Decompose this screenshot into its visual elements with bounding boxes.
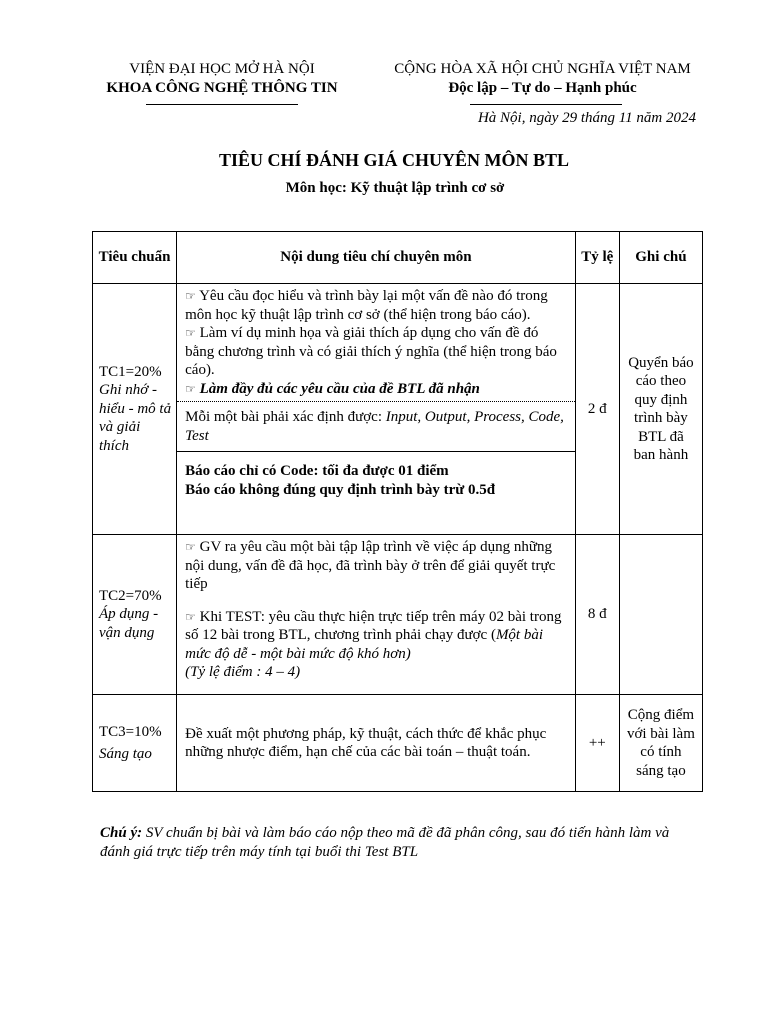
tc2-standard-cell	[93, 535, 177, 695]
tc2-name: Áp dụng - vận dụng	[99, 606, 159, 641]
faculty-name: KHOA CÔNG NGHỆ THÔNG TIN	[106, 80, 338, 96]
tc1-score: 2 đ	[575, 284, 619, 535]
footnote-text: SV chuẩn bị bài và làm báo cáo nộp theo mã đề đã phân công, sau đó tiến hành làm và đánh giá trực tiếp trên máy tính tại buổi thi Test BTL	[100, 825, 670, 860]
table-header-row	[93, 232, 703, 284]
tc3-score: ++	[575, 695, 619, 792]
tc1-rule-code-only: Báo cáo chỉ có Code: tối đa được 01 điểm	[185, 463, 449, 479]
tc1-define-terms: Input, Output, Process, Code, Test	[185, 409, 564, 444]
tc3-note: Cộng điểm với bài làm có tính sáng tạo	[619, 695, 702, 792]
hand-pointing-icon: ☞	[185, 326, 196, 340]
header-ratio: Tỷ lệ	[575, 232, 619, 284]
tc2-code: TC2=70%	[99, 587, 162, 604]
list-item: ☞ Làm ví dụ minh họa và giải thích áp dụng cho vấn đề đó bằng chương trình và có giải thích ý nghĩa (thể hiện trong báo cáo).	[185, 325, 557, 378]
hand-pointing-icon: ☞	[185, 289, 196, 303]
university-name: VIỆN ĐẠI HỌC MỞ HÀ NỘI	[129, 61, 315, 77]
tc2-content-cell	[177, 535, 576, 695]
national-motto: Độc lập – Tự do – Hạnh phúc	[448, 80, 637, 96]
tc1-rules-block	[177, 451, 575, 507]
footnote	[100, 824, 700, 862]
table-row-tc2	[93, 535, 703, 695]
list-item: ☞ Yêu cầu đọc hiểu và trình bày lại một vấn đề nào đó trong môn học kỹ thuật lập trình cơ sở (thể hiện trong báo cáo).	[185, 288, 548, 323]
list-item: ☞ GV ra yêu cầu một bài tập lập trình về việc áp dụng những nội dung, vấn đề đã học, đã trình bày ở trên để giải quyết trực tiếp	[185, 539, 556, 592]
tc3-text: Đề xuất một phương pháp, kỹ thuật, cách thức để khắc phục những nhược điểm, hạn chế của các bài toán – thuật toán.	[185, 725, 547, 760]
tc1-note: Quyển báo cáo theo quy định trình bày BTL đã ban hành	[619, 284, 702, 535]
tc1-requirements-block	[177, 284, 575, 401]
tc1-rule-format: Báo cáo không đúng quy định trình bày trừ 0.5đ	[185, 481, 496, 498]
list-item: ☞ Khi TEST: yêu cầu thực hiện trực tiếp trên máy 02 bài trong số 12 bài trong BTL, chương trình phải chạy được (Một bài mức độ dễ - một bài mức độ khó hơn)	[185, 608, 562, 662]
header-content: Nội dung tiêu chí chuyên môn	[177, 232, 576, 284]
list-item: ☞ Làm đầy đủ các yêu cầu của đề BTL đã nhận	[185, 380, 480, 397]
tc1-content-cell	[177, 284, 576, 535]
header-note: Ghi chú	[619, 232, 702, 284]
header-underline-right	[470, 104, 622, 105]
tc2-content-block	[177, 535, 575, 685]
tc1-standard-cell	[93, 284, 177, 535]
document-title: TIÊU CHÍ ĐÁNH GIÁ CHUYÊN MÔN BTL	[218, 150, 570, 170]
tc3-code: TC3=10%	[99, 724, 162, 740]
tc3-standard-cell	[93, 695, 177, 792]
tc3-name: Sáng tạo	[99, 745, 152, 762]
hand-pointing-icon: ☞	[185, 609, 196, 624]
footnote-label: Chú ý:	[100, 825, 143, 841]
header-underline-left	[146, 104, 298, 105]
institution-header	[92, 60, 352, 98]
table-row-tc1	[93, 284, 703, 535]
header-standard: Tiêu chuẩn	[93, 232, 177, 284]
course-subtitle: Môn học: Kỹ thuật lập trình cơ sở	[285, 180, 505, 196]
tc3-content-cell	[177, 695, 576, 792]
tc2-score-ratio: (Tỷ lệ điểm : 4 – 4)	[185, 664, 301, 680]
national-header	[380, 60, 705, 98]
criteria-table	[92, 231, 703, 792]
hand-pointing-icon: ☞	[185, 540, 196, 554]
country-name: CỘNG HÒA XÃ HỘI CHỦ NGHĨA VIỆT NAM	[394, 61, 691, 77]
tc1-name: Ghi nhớ - hiểu - mô tả và giải thích	[99, 382, 172, 454]
document-date: Hà Nội, ngày 29 tháng 11 năm 2024	[477, 110, 696, 126]
tc1-code: TC1=20%	[99, 363, 162, 380]
table-row-tc3	[93, 695, 703, 792]
tc2-score: 8 đ	[575, 535, 619, 695]
hand-pointing-icon: ☞	[185, 381, 196, 396]
tc1-define-block: Mỗi một bài phải xác định được: Input, Output, Process, Code, Test	[177, 401, 575, 451]
tc2-note	[619, 535, 702, 695]
